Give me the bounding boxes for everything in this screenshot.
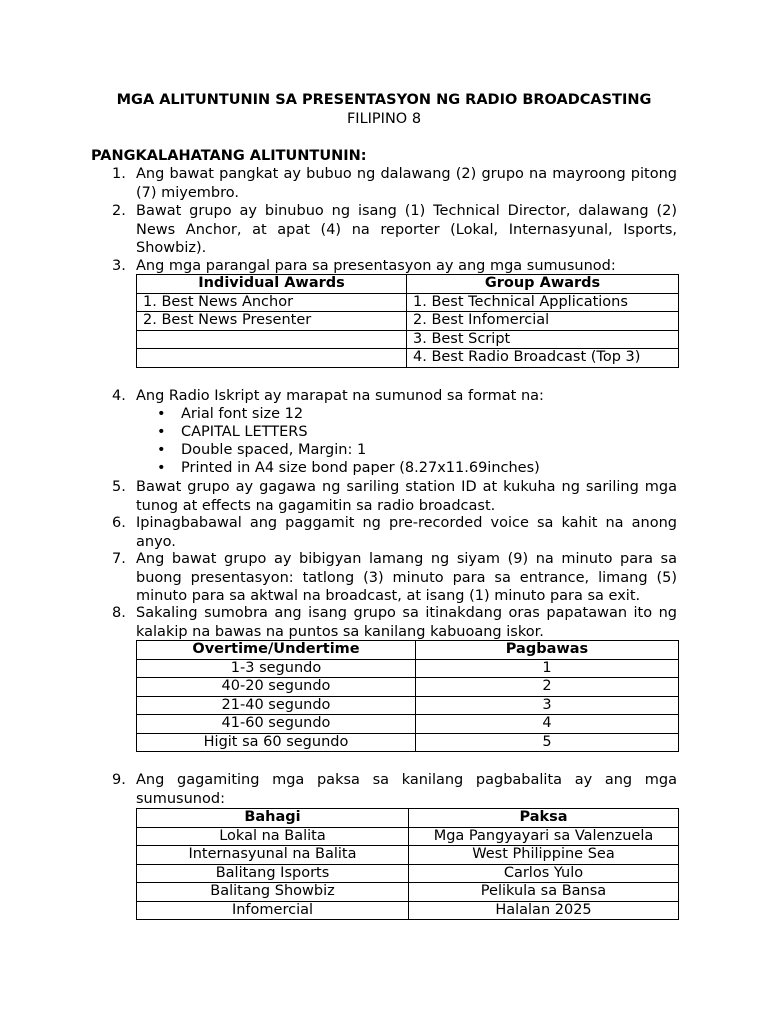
list-item-number: 4. [112, 388, 126, 404]
list-item-number: 5. [112, 479, 126, 495]
table-cell: 40-20 segundo [137, 678, 416, 697]
document-subtitle: FILIPINO 8 [346, 111, 422, 127]
table-cell: 1-3 segundo [137, 659, 416, 678]
bullet-text: CAPITAL LETTERS [181, 424, 308, 440]
table-cell: 3. Best Script [407, 330, 679, 349]
bullet-item [157, 441, 677, 459]
section-heading: PANGKALAHATANG ALITUNTUNIN: [91, 148, 367, 164]
document-title: MGA ALITUNTUNIN SA PRESENTASYON NG RADIO BROADCASTING [116, 92, 652, 108]
bullet-item [157, 405, 677, 423]
list-item-number: 3. [112, 258, 126, 274]
list-item [112, 257, 677, 276]
list-item [112, 604, 677, 641]
list-item-number: 1. [112, 166, 126, 182]
table-row [137, 733, 679, 752]
table-header-row [137, 809, 679, 828]
format-bullet-list [157, 405, 677, 477]
list-item-number: 2. [112, 203, 126, 219]
bullet-icon: • [157, 460, 166, 476]
table-header-cell: Group Awards [407, 275, 679, 294]
list-item-number: 6. [112, 515, 126, 531]
list-item [112, 165, 677, 202]
table-cell: 3 [416, 696, 679, 715]
list-item-number: 9. [112, 772, 126, 788]
list-item-text: Ang Radio Iskript ay marapat na sumunod sa format na: [136, 388, 544, 404]
table-row [137, 696, 679, 715]
table-header-cell: Paksa [409, 809, 679, 828]
table-row [137, 330, 679, 349]
table-cell: Internasyunal na Balita [137, 846, 409, 865]
table-cell: 4 [416, 715, 679, 734]
table-row [137, 864, 679, 883]
list-item-text: Ang gagamiting mga paksa sa kanilang pagbabalita ay ang mga sumusunod: [136, 772, 677, 807]
bullet-item [157, 423, 677, 441]
list-item-number: 8. [112, 605, 126, 621]
table-cell [137, 330, 407, 349]
list-item-text: Bawat grupo ay binubuo ng isang (1) Technical Director, dalawang (2) News Anchor, at apat (4) na reporter (Lokal, Internasyunal, Isports, Showbiz). [136, 203, 677, 256]
table-cell: 2. Best Infomercial [407, 312, 679, 331]
table-header-cell: Bahagi [137, 809, 409, 828]
list-item-text: Bawat grupo ay gagawa ng sariling station ID at kukuha ng sariling mga tunog at effects na gagamitin sa radio broadcast. [136, 479, 677, 514]
table-row [137, 846, 679, 865]
penalty-table [136, 640, 679, 752]
table-cell: Balitang Isports [137, 864, 409, 883]
list-item [112, 514, 677, 551]
table-cell: 1. Best Technical Applications [407, 293, 679, 312]
table-cell: 5 [416, 733, 679, 752]
list-item [112, 478, 677, 515]
table-cell: 1 [416, 659, 679, 678]
list-item [112, 202, 677, 258]
table-header-cell: Overtime/Undertime [137, 641, 416, 660]
table-cell: Halalan 2025 [409, 901, 679, 920]
bullet-text: Arial font size 12 [181, 406, 304, 422]
list-item [112, 771, 677, 808]
list-item-text: Ang bawat pangkat ay bubuo ng dalawang (2) grupo na mayroong pitong (7) miyembro. [136, 166, 677, 201]
table-cell: 41-60 segundo [137, 715, 416, 734]
table-cell: Infomercial [137, 901, 409, 920]
table-row [137, 312, 679, 331]
table-cell: 2 [416, 678, 679, 697]
table-cell: Balitang Showbiz [137, 883, 409, 902]
table-cell: 2. Best News Presenter [137, 312, 407, 331]
table-cell: Mga Pangyayari sa Valenzuela [409, 827, 679, 846]
table-cell [137, 349, 407, 368]
list-item-text: Ang bawat grupo ay bibigyan lamang ng siyam (9) na minuto para sa buong presentasyon: tatlong (3) minuto para sa entrance, limang (5) minuto para sa aktwal na broadcast, at isang (1) minuto para sa exit. [136, 551, 677, 604]
table-row [137, 678, 679, 697]
table-row [137, 293, 679, 312]
list-item-text: Sakaling sumobra ang isang grupo sa itinakdang oras papatawan ito ng kalakip na bawas na puntos sa kanilang kabuoang iskor. [136, 605, 677, 640]
table-cell: 21-40 segundo [137, 696, 416, 715]
list-item-number: 7. [112, 551, 126, 567]
table-row [137, 901, 679, 920]
bullet-icon: • [157, 406, 166, 422]
table-row [137, 349, 679, 368]
bullet-text: Double spaced, Margin: 1 [181, 442, 367, 458]
table-cell: West Philippine Sea [409, 846, 679, 865]
table-cell: 4. Best Radio Broadcast (Top 3) [407, 349, 679, 368]
topics-table [136, 808, 679, 920]
list-item [112, 387, 677, 406]
table-cell: Pelikula sa Bansa [409, 883, 679, 902]
awards-table [136, 274, 679, 368]
table-cell: 1. Best News Anchor [137, 293, 407, 312]
list-item-text: Ipinagbabawal ang paggamit ng pre-recorded voice sa kahit na anong anyo. [136, 515, 677, 550]
table-cell: Carlos Yulo [409, 864, 679, 883]
table-header-row [137, 641, 679, 660]
table-cell: Lokal na Balita [137, 827, 409, 846]
bullet-icon: • [157, 424, 166, 440]
table-row [137, 659, 679, 678]
list-item-text: Ang mga parangal para sa presentasyon ay ang mga sumusunod: [136, 258, 616, 274]
bullet-icon: • [157, 442, 166, 458]
bullet-text: Printed in A4 size bond paper (8.27x11.69inches) [181, 460, 540, 476]
bullet-item [157, 459, 677, 477]
table-row [137, 883, 679, 902]
list-item [112, 550, 677, 606]
table-header-cell: Individual Awards [137, 275, 407, 294]
table-row [137, 715, 679, 734]
table-row [137, 827, 679, 846]
table-header-row [137, 275, 679, 294]
table-header-cell: Pagbawas [416, 641, 679, 660]
table-cell: Higit sa 60 segundo [137, 733, 416, 752]
